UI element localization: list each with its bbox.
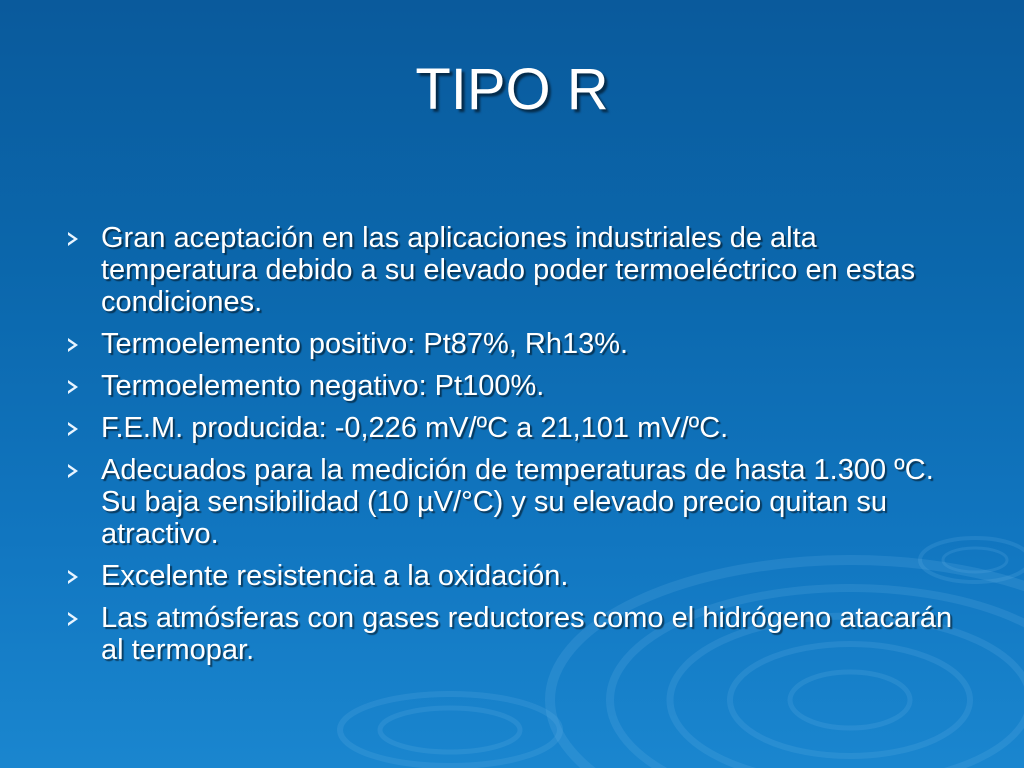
bullet-list — [62, 222, 962, 676]
list-item — [62, 560, 962, 592]
list-item — [62, 602, 962, 666]
slide-title: TIPO R — [415, 57, 609, 122]
list-item — [62, 370, 962, 402]
chevron-right-icon — [66, 379, 80, 395]
list-item — [62, 454, 962, 550]
bullet-text: F.E.M. producida: -0,226 mV/ºC a 21,101 mV/ºC. — [101, 412, 729, 444]
chevron-right-icon — [66, 569, 80, 585]
bullet-text: Excelente resistencia a la oxidación. — [101, 560, 569, 592]
bullet-text: Adecuados para la medición de temperaturas de hasta 1.300 ºC. Su baja sensibilidad (10 µV/°C) y su elevado precio quitan su atractivo. — [101, 454, 934, 550]
list-item — [62, 328, 962, 360]
bullet-text: Termoelemento positivo: Pt87%, Rh13%. — [101, 328, 629, 360]
chevron-right-icon — [66, 231, 80, 247]
list-item — [62, 412, 962, 444]
bullet-text: Las atmósferas con gases reductores como el hidrógeno atacarán al termopar. — [101, 602, 953, 666]
chevron-right-icon — [66, 421, 80, 437]
bullet-text: Gran aceptación en las aplicaciones industriales de alta temperatura debido a su elevado poder termoeléctrico en estas condiciones. — [101, 222, 916, 318]
bullet-text: Termoelemento negativo: Pt100%. — [101, 370, 545, 402]
chevron-right-icon — [66, 611, 80, 627]
chevron-right-icon — [66, 337, 80, 353]
chevron-right-icon — [66, 463, 80, 479]
list-item — [62, 222, 962, 318]
